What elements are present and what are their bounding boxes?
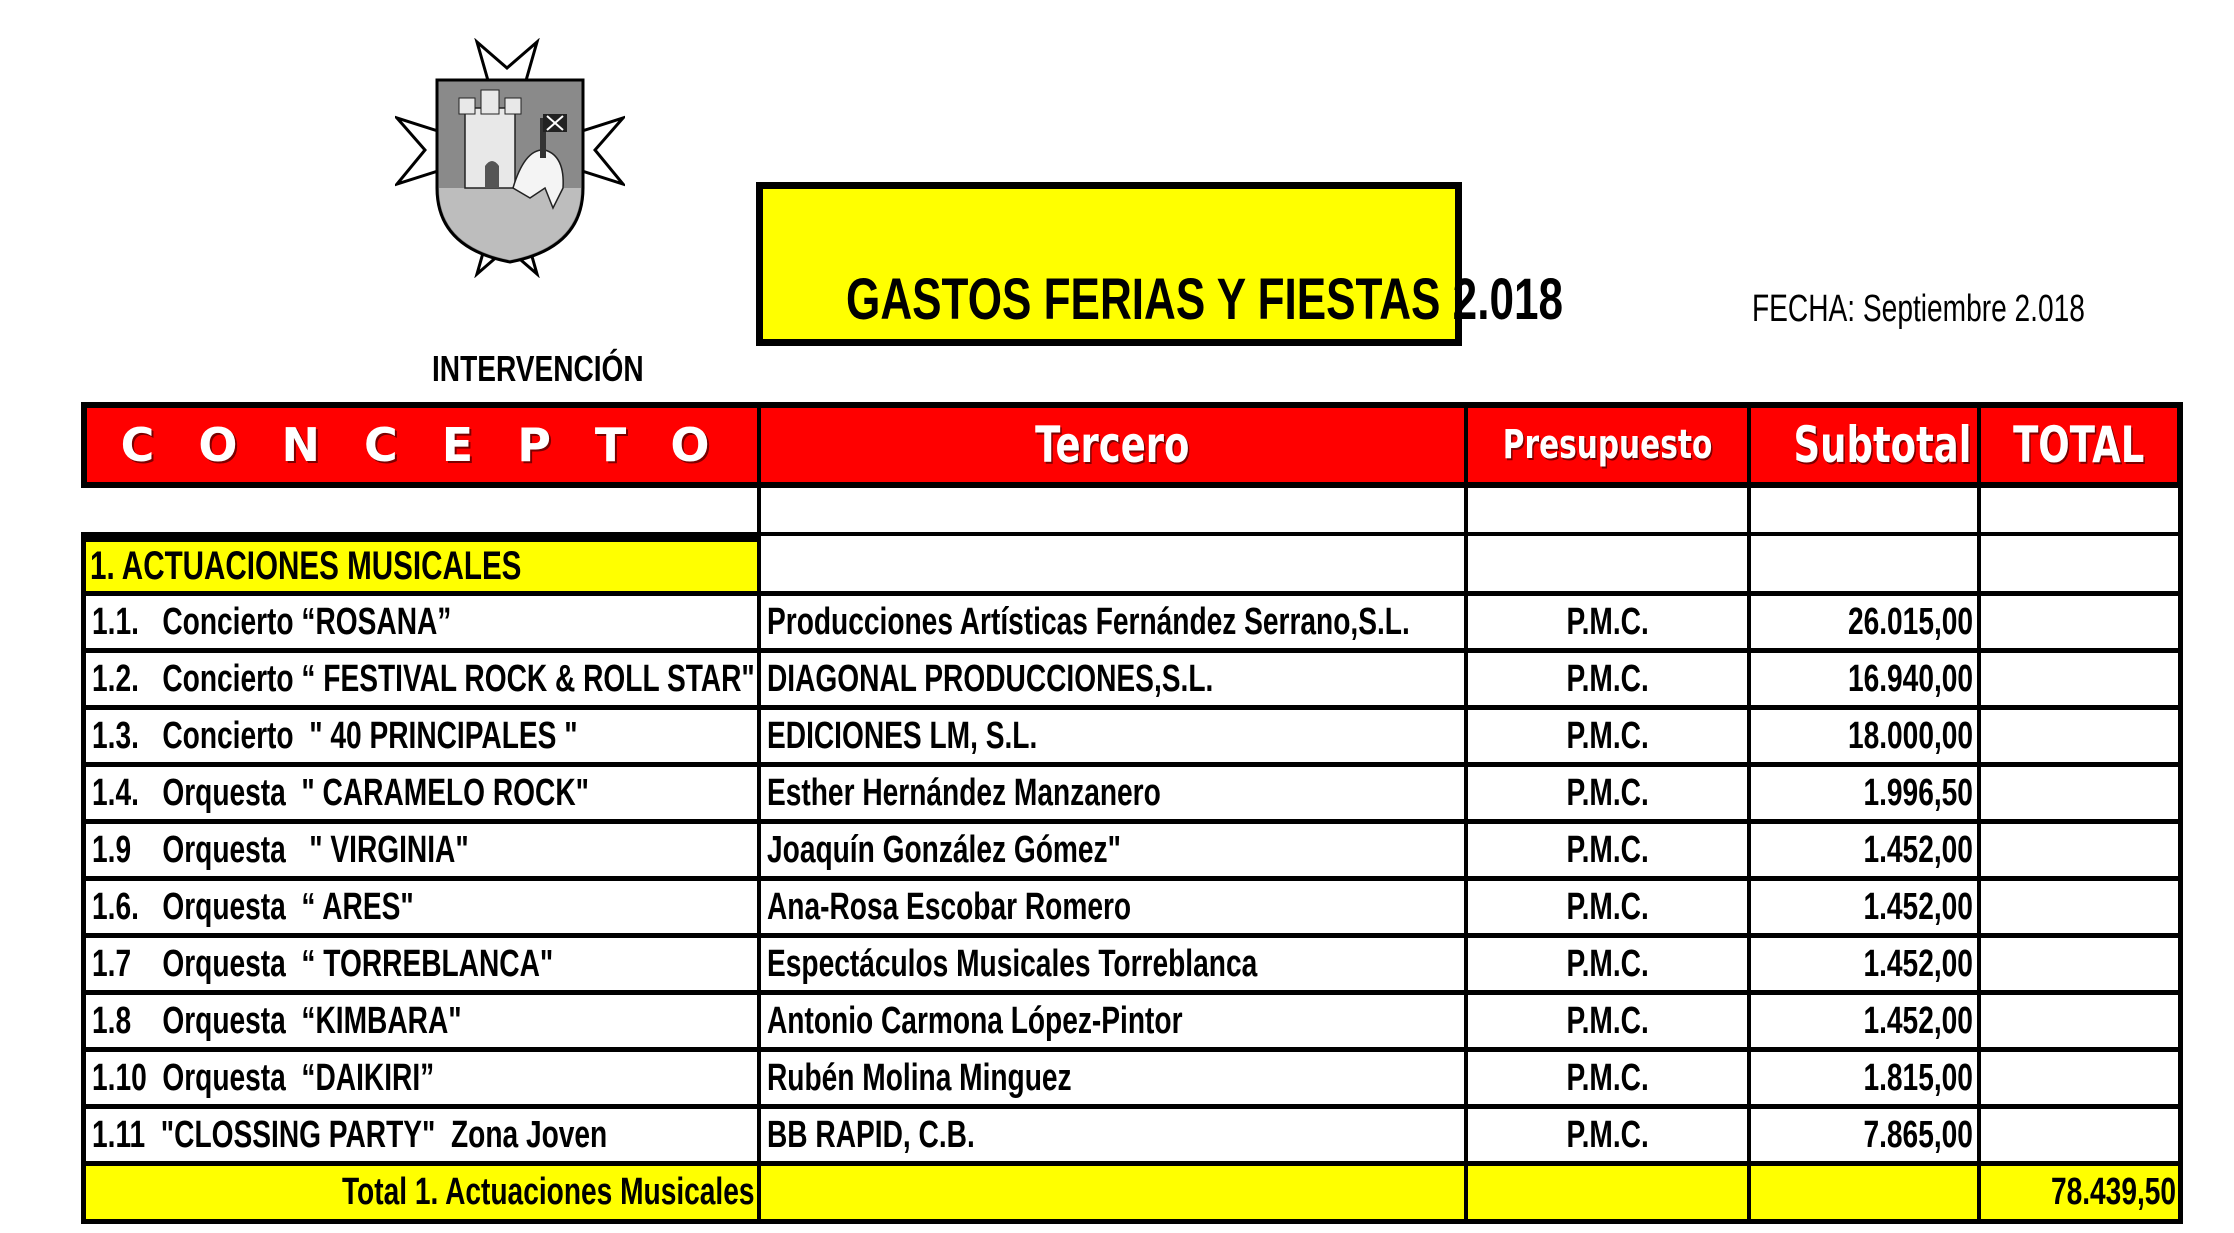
table-row: 1.1. Concierto “ROSANA” Producciones Artísticas Fernández Serrano,S.L. P.M.C. 26.015,00 bbox=[81, 596, 2183, 653]
title-box bbox=[756, 182, 1563, 346]
coat-of-arms-icon bbox=[395, 38, 625, 278]
section-title-row-cells bbox=[81, 536, 2183, 596]
spacer-row bbox=[81, 488, 2183, 536]
date-label: FECHA: Septiembre 2.018 bbox=[1752, 288, 2085, 330]
section-total-row bbox=[81, 1166, 2183, 1224]
column-header-concepto: C O N C E P T O bbox=[87, 408, 761, 482]
table-row: 1.6. Orquesta “ ARES" Ana-Rosa Escobar Romero P.M.C. 1.452,00 bbox=[81, 881, 2183, 938]
table-row: 1.4. Orquesta " CARAMELO ROCK" Esther Hernández Manzanero P.M.C. 1.996,50 bbox=[81, 767, 2183, 824]
column-header-tercero: Tercero bbox=[761, 408, 1468, 482]
table-row: 1.9 Orquesta " VIRGINIA" Joaquín González Gómez" P.M.C. 1.452,00 bbox=[81, 824, 2183, 881]
column-header-presupuesto: Presupuesto bbox=[1468, 408, 1751, 482]
table-row: 1.11 "CLOSSING PARTY" Zona Joven BB RAPID, C.B. P.M.C. 7.865,00 bbox=[81, 1109, 2183, 1166]
table-row: 1.10 Orquesta “DAIKIRI” Rubén Molina Minguez P.M.C. 1.815,00 bbox=[81, 1052, 2183, 1109]
department-label: INTERVENCIÓN bbox=[432, 348, 644, 389]
section-title: 1. ACTUACIONES MUSICALES bbox=[81, 536, 761, 596]
section-total-label: Total 1. Actuaciones Musicales bbox=[81, 1166, 761, 1224]
table-header bbox=[81, 402, 2183, 488]
column-header-subtotal: Subtotal bbox=[1751, 408, 1981, 482]
table-row: 1.2. Concierto “ FESTIVAL ROCK & ROLL STAR" DIAGONAL PRODUCCIONES,S.L. P.M.C. 16.940,00 bbox=[81, 653, 2183, 710]
section-total-value: 78.439,50 bbox=[1981, 1166, 2183, 1224]
table-row: 1.7 Orquesta “ TORREBLANCA" Espectáculos Musicales Torreblanca P.M.C. 1.452,00 bbox=[81, 938, 2183, 995]
document-title: GASTOS FERIAS Y FIESTAS 2.018 bbox=[846, 267, 1563, 332]
column-header-total: TOTAL bbox=[1981, 408, 2177, 482]
table-row: 1.3. Concierto " 40 PRINCIPALES " EDICIONES LM, S.L. P.M.C. 18.000,00 bbox=[81, 710, 2183, 767]
table-row: 1.8 Orquesta “KIMBARA" Antonio Carmona López-Pintor P.M.C. 1.452,00 bbox=[81, 995, 2183, 1052]
